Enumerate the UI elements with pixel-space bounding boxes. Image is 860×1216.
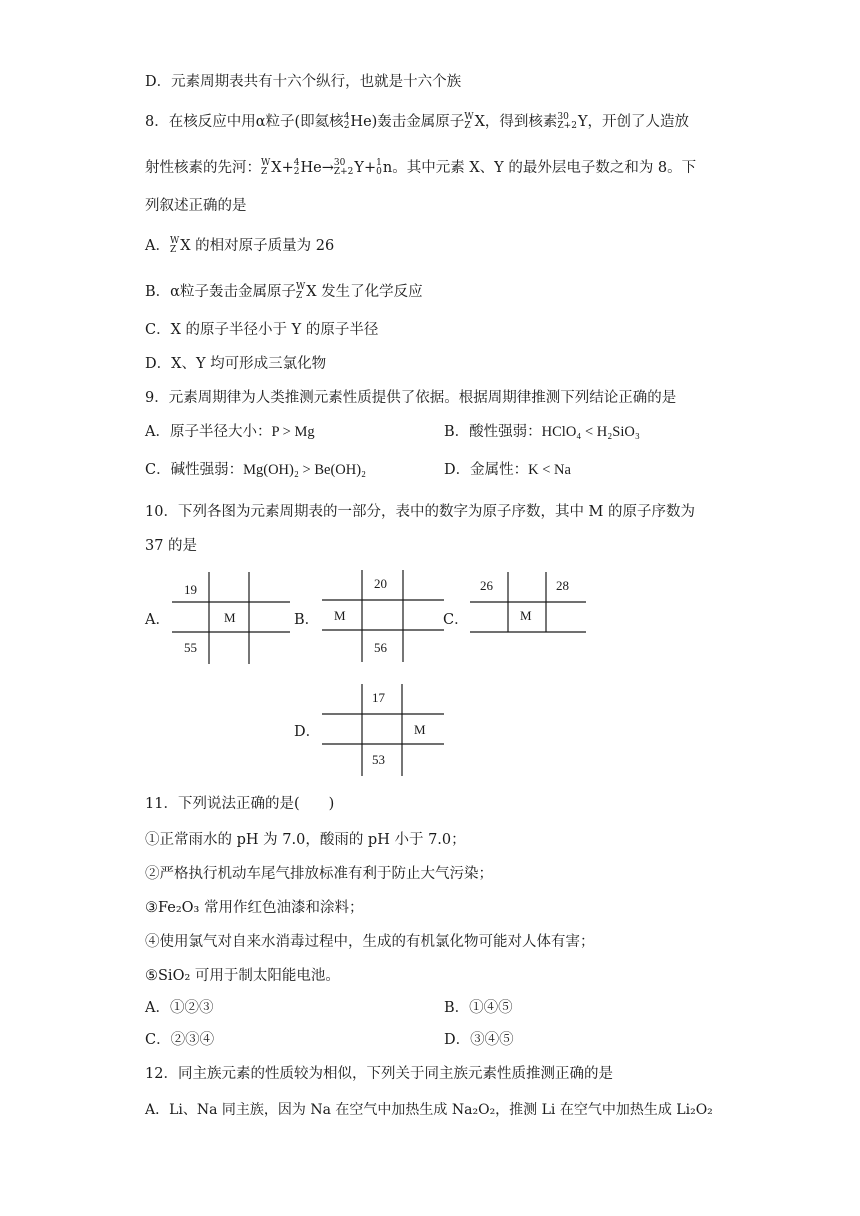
q8-option-a: A． W Z X 的相对原子质量为 26 [145,236,335,255]
eq-x-isotope: W Z [261,158,271,177]
grid-b [322,568,444,664]
grid-d-label: D． [294,724,321,740]
eq-he-isotope: 4 2 [293,158,300,177]
grid-b-bottom: 56 [374,640,387,655]
he-isotope-notation: 4 2 [343,112,350,131]
grid-a-mid: M [224,610,236,625]
opt-a-isotope: W Z [169,236,180,255]
q8-option-b: B．α粒子轰击金属原子 W Z X 发生了化学反应 [145,282,423,301]
q11-option-d: D．③④⑤ [444,1032,514,1048]
q8-stem-line-2: 射性核素的先河： W Z X+ 4 2 He→ 30 Z+2 Y+ 1 0 n。其中元素 X、Y 的最外层电子数之和为 8。下 [145,158,697,177]
q8-stem-line-1: 8．在核反应中用α粒子(即氦核 4 2 He)轰击金属原子 W Z X，得到核素 30 Z+2 Y，开创了人造放 [145,112,690,131]
q8-stem-line-3: 列叙述正确的是 [145,198,247,214]
grid-d-bottom: 53 [372,752,385,767]
q11-statement-2: ②严格执行机动车尾气排放标准有利于防止大气污染； [145,866,493,882]
eq-y-isotope: 30 Z+2 [333,158,354,177]
grid-c-top-left: 26 [480,578,493,593]
q11-option-c: C．②③④ [145,1032,215,1048]
grid-a-bottom: 55 [184,640,197,655]
q7-option-d: D．元素周期表共有十六个纵行，也就是十六个族 [145,74,462,90]
grid-a-top: 19 [184,582,197,597]
grid-b-mid: M [334,608,346,623]
grid-b-top: 20 [374,576,387,591]
q10-stem-line-2: 37 的是 [145,538,198,554]
q11-statement-4: ④使用氯气对自来水消毒过程中，生成的有机氯化物可能对人体有害； [145,934,595,950]
q9-option-b: B．酸性强弱：HClO₄ < H₂SiO₃ [444,424,640,440]
q10-stem-line-1: 10．下列各图为元素周期表的一部分，表中的数字为原子序数，其中 M 的原子序数为 [145,504,696,520]
q8-option-c: C．X 的原子半径小于 Y 的原子半径 [145,322,379,338]
grid-c-mid: M [520,608,532,623]
grid-d [322,682,444,778]
q9-option-c: C．碱性强弱：Mg(OH)₂ > Be(OH)₂ [145,462,367,478]
y-isotope-notation: 30 Z+2 [557,112,577,131]
q12-stem: 12．同主族元素的性质较为相似，下列关于同主族元素性质推测正确的是 [145,1066,613,1082]
q11-option-b: B．①④⑤ [444,1000,513,1016]
grid-c [470,570,586,634]
grid-a-label: A． [145,612,170,628]
grid-c-top-right: 28 [556,578,569,593]
grid-d-top: 17 [372,690,385,705]
grid-d-mid: M [414,722,426,737]
q9-option-a: A．原子半径大小：P > Mg [145,424,315,440]
eq-n-isotope: 1 0 [376,158,382,177]
q12-option-a: A．Li、Na 同主族，因为 Na 在空气中加热生成 Na₂O₂，推测 Li 在空气中加热生成 Li₂O₂ [145,1102,713,1118]
q9-stem: 9．元素周期律为人类推测元素性质提供了依据。根据周期律推测下列结论正确的是 [145,390,677,406]
x-isotope-notation: W Z [464,112,474,131]
q11-stem: 11．下列说法正确的是( ) [145,796,335,812]
opt-b-isotope: W Z [295,282,306,301]
grid-c-label: C． [443,612,469,628]
q11-statement-5: ⑤SiO₂ 可用于制太阳能电池。 [145,968,340,984]
q11-statement-1: ①正常雨水的 pH 为 7.0，酸雨的 pH 小于 7.0； [145,832,466,848]
grid-b-label: B． [294,612,320,628]
q8-option-d: D．X、Y 均可形成三氯化物 [145,356,327,372]
q8-stem-part: 8．在核反应中用α粒子(即氦核 [145,114,344,130]
q11-statement-3: ③Fe₂O₃ 常用作红色油漆和涂料； [145,900,364,916]
q9-option-d: D．金属性：K < Na [444,462,571,478]
q11-option-a: A．①②③ [145,1000,214,1016]
grid-a [172,570,290,666]
